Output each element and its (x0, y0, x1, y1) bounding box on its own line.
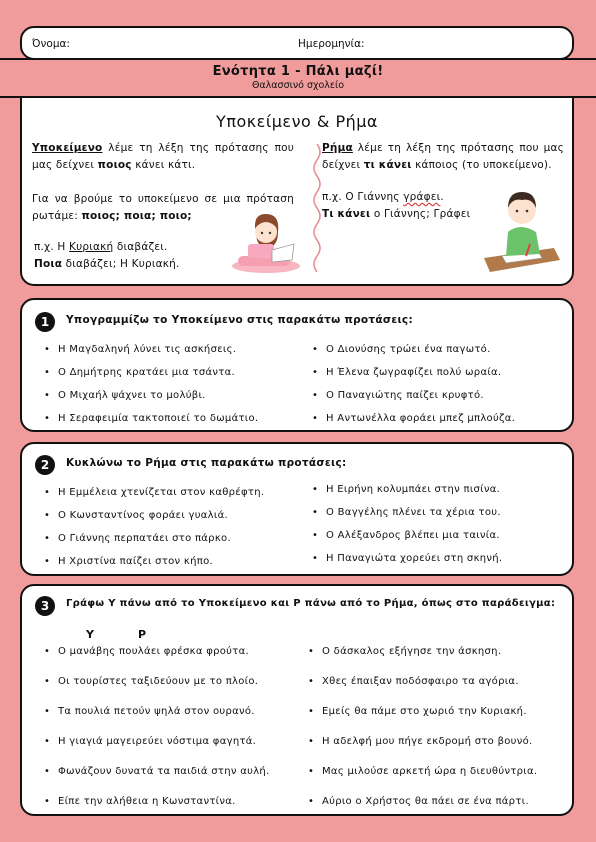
theory-heading: Υποκείμενο & Ρήμα (216, 112, 378, 131)
sentence-item: • Ο Βαγγέλης πλένει τα χέρια του. (312, 501, 572, 524)
exercise-2-card (20, 442, 574, 576)
sentence-item: • Ο Αλέξανδρος βλέπει μια ταινία. (312, 524, 572, 547)
verb-term: Ρήμα (322, 142, 353, 154)
lesson-title-band (0, 58, 596, 98)
girl-reading-illustration (228, 210, 302, 276)
exercise-3-card (20, 584, 574, 816)
sentence-item: • Η γιαγιά μαγειρεύει νόστιμα φαγητά. (44, 727, 304, 757)
sentence-item: • Η Αντωνέλλα φοράει μπεζ μπλούζα. (312, 407, 572, 430)
sentence-item: • Ο Γιάννης περπατάει στο πάρκο. (44, 527, 294, 550)
sentence-item: • Ο Διονύσης τρώει ένα παγωτό. (312, 338, 572, 361)
sentence-item: • Η Μαγδαληνή λύνει τις ασκήσεις. (44, 338, 294, 361)
sentence-item: • Η Παναγιώτα χορεύει στη σκηνή. (312, 547, 572, 570)
sentence-item: • Ο Μιχαήλ ψάχνει το μολύβι. (44, 384, 294, 407)
sentence-item: • Ο Παναγιώτης παίζει κρυφτό. (312, 384, 572, 407)
sentence-item: • Είπε την αλήθεια η Κωνσταντίνα. (44, 787, 304, 817)
sentence-item: • Φωνάζουν δυνατά τα παιδιά στην αυλή. (44, 757, 304, 787)
sentence-item: • Η Έλενα ζωγραφίζει πολύ ωραία. (312, 361, 572, 384)
verb-definition: Ρήμα λέμε τη λέξη της πρότασης που μας δείχνει τι κάνει κάποιος (το υποκείμενο). (322, 142, 564, 171)
subject-definition: Υποκείμενο λέμε τη λέξη της πρότασης που μας δείχνει ποιος κάνει κάτι. (32, 142, 294, 171)
exercise-1-left-list (44, 338, 294, 430)
exercise-instruction: Κυκλώνω το Ρήμα στις παρακάτω προτάσεις: (66, 457, 347, 469)
exercise-3-right-list (308, 637, 572, 817)
name-date-row (20, 26, 574, 60)
sentence-item: • Ο μανάβης πουλάει φρέσκα φρούτα. (44, 637, 304, 667)
theory-card (20, 96, 574, 286)
sentence-item: • Εμείς θα πάμε στο χωριό την Κυριακή. (308, 697, 572, 727)
exercise-2-left-list (44, 481, 294, 573)
verb-mark: Ρ (138, 628, 147, 641)
exercise-number-badge: 2 (35, 455, 55, 475)
sentence-item: • Η Ειρήνη κολυμπάει στην πισίνα. (312, 478, 572, 501)
exercise-instruction: Υπογραμμίζω το Υποκείμενο στις παρακάτω προτάσεις: (66, 314, 413, 326)
sentence-item: • Ο Δημήτρης κρατάει μια τσάντα. (44, 361, 294, 384)
sentence-item: • Χθες έπαιξαν ποδόσφαιρο τα αγόρια. (308, 667, 572, 697)
exercise-1-card (20, 298, 574, 432)
subject-example: π.χ. Η Κυριακή διαβάζει. Ποια διαβάζει; Η Κυριακή. (34, 241, 180, 270)
sentence-item: • Ο δάσκαλος εξήγησε την άσκηση. (308, 637, 572, 667)
sentence-item: • Η αδελφή μου πήγε εκδρομή στο βουνό. (308, 727, 572, 757)
exercise-instruction: Γράφω Υ πάνω από το Υποκείμενο και Ρ πάνω από το Ρήμα, όπως στο παράδειγμα: (66, 598, 556, 609)
sentence-item: • Η Χριστίνα παίζει στον κήπο. (44, 550, 294, 573)
subject-question: Για να βρούμε το υποκείμενο σε μια πρόταση ρωτάμε: ποιος; ποια; ποιο; (32, 193, 294, 222)
exercise-1-right-list (312, 338, 572, 430)
sentence-item: • Οι τουρίστες ταξιδεύουν με το πλοίο. (44, 667, 304, 697)
sentence-item: • Τα πουλιά πετούν ψηλά στον ουρανό. (44, 697, 304, 727)
name-label: Όνομα: (32, 38, 70, 50)
sentence-item: • Αύριο ο Χρήστος θα πάει σε ένα πάρτι. (308, 787, 572, 817)
exercise-2-right-list (312, 478, 572, 570)
exercise-3-left-list (44, 637, 304, 817)
verb-example: π.χ. Ο Γιάννης γράφει. Τι κάνει ο Γιάννης; Γράφει (322, 191, 471, 220)
date-label: Ημερομηνία: (298, 38, 365, 50)
sentence-item: • Η Σεραφειμία τακτοποιεί το δωμάτιο. (44, 407, 294, 430)
sentence-item: • Μας μιλούσε αρκετή ώρα η διευθύντρια. (308, 757, 572, 787)
sentence-item: • Ο Κωνσταντίνος φοράει γυαλιά. (44, 504, 294, 527)
exercise-number-badge: 1 (35, 312, 55, 332)
example-verb-word: γράφει (403, 191, 441, 203)
boy-writing-illustration (482, 184, 562, 276)
subject-term: Υποκείμενο (32, 142, 103, 154)
example-subject-word: Κυριακή (69, 241, 114, 253)
exercise-number-badge: 3 (35, 596, 55, 616)
sentence-item: • Η Εμμέλεια χτενίζεται στον καθρέφτη. (44, 481, 294, 504)
lesson-title: Ενότητα 1 - Πάλι μαζί! (212, 64, 384, 79)
verb-column (322, 140, 564, 174)
subject-mark: Υ (86, 628, 94, 641)
lesson-subtitle: Θαλασσινό σχολείο (251, 80, 345, 91)
